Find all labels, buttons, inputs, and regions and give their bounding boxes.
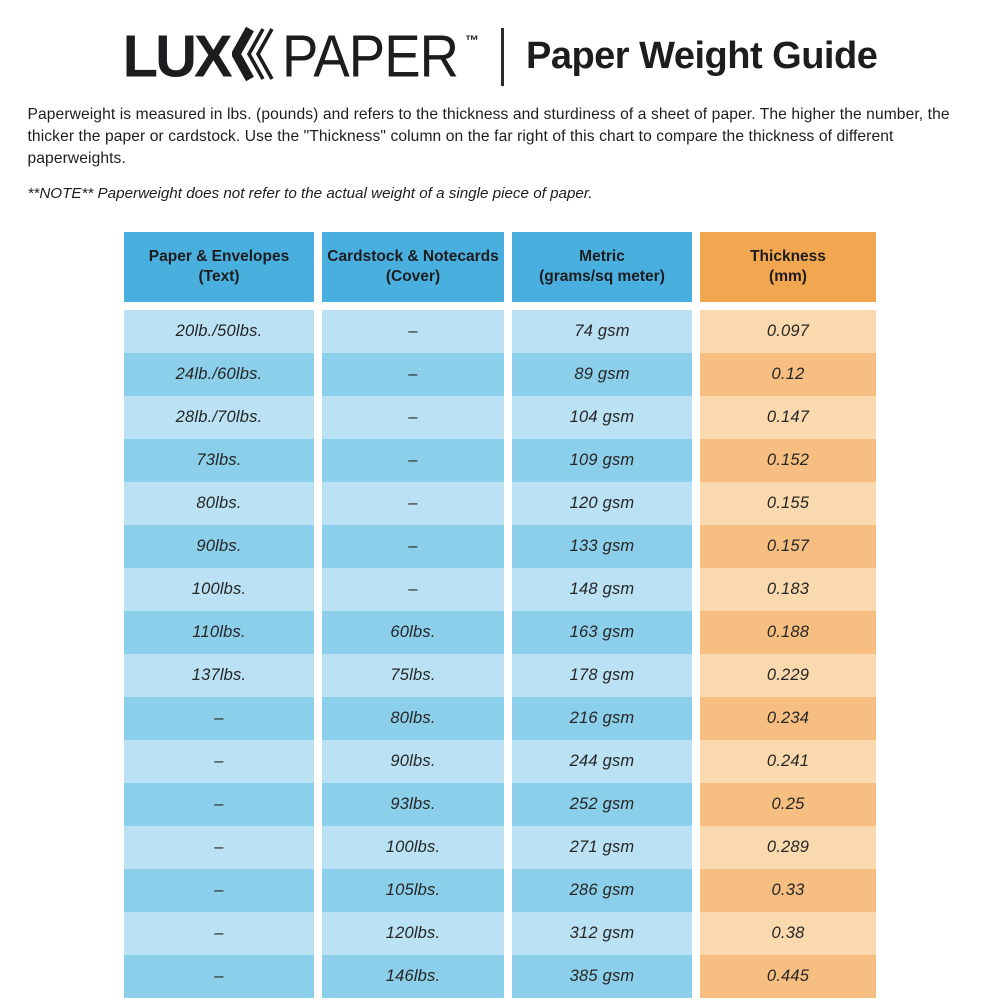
table-cell: 385 gsm: [512, 955, 692, 998]
table-cell: 120 gsm: [512, 482, 692, 525]
table-cell: 0.241: [700, 740, 876, 783]
page-title: Paper Weight Guide: [525, 35, 878, 77]
table-cell: 74 gsm: [512, 310, 692, 353]
table-cell: –: [322, 353, 504, 396]
table-cell: 0.147: [700, 396, 876, 439]
intro-paragraph: Paperweight is measured in lbs. (pounds) and refers to the thickness and sturdiness of a sheet of paper. The higher the number, the thicker the paper or cardstock. Use the "Thickness" column on the far right of this chart to compare the thickness of different paperweights.: [27, 106, 950, 168]
table-cell: 20lb./50lbs.: [124, 310, 314, 353]
table-cell: 216 gsm: [512, 697, 692, 740]
table-cell: 93lbs.: [322, 783, 504, 826]
table-cell: 244 gsm: [512, 740, 692, 783]
table-cell: 0.183: [700, 568, 876, 611]
column-header-line1: Paper & Envelopes: [148, 248, 290, 266]
table-cell: –: [124, 869, 314, 912]
table-cell: 0.229: [700, 654, 876, 697]
table-cell: 120lbs.: [322, 912, 504, 955]
table-cell: 0.289: [700, 826, 876, 869]
note-text: **NOTE** Paperweight does not refer to the actual weight of a single piece of paper.: [27, 185, 593, 203]
table-cell: 0.445: [700, 955, 876, 998]
table-cell: 252 gsm: [512, 783, 692, 826]
table-cell: –: [124, 955, 314, 998]
column-header-metric: [512, 232, 692, 302]
table-cell: 90lbs.: [124, 525, 314, 568]
table-cell: 0.234: [700, 697, 876, 740]
table-cell: 133 gsm: [512, 525, 692, 568]
trademark-symbol: ™: [464, 32, 479, 48]
column-header-paper-envelopes: [124, 232, 314, 302]
table-cell: –: [322, 439, 504, 482]
column-header-cardstock-notecards: [322, 232, 504, 302]
header-divider: [501, 28, 504, 86]
table-cell: 75lbs.: [322, 654, 504, 697]
table-cell: 104 gsm: [512, 396, 692, 439]
table-cell: 148 gsm: [512, 568, 692, 611]
table-header-row: [124, 232, 876, 302]
table-cell: 100lbs.: [322, 826, 504, 869]
table-cell: 0.152: [700, 439, 876, 482]
table-cell: 137lbs.: [124, 654, 314, 697]
table-cell: –: [322, 568, 504, 611]
lux-paper-logo: [122, 22, 479, 90]
table-cell: –: [322, 525, 504, 568]
table-cell: –: [124, 912, 314, 955]
table-cell: 80lbs.: [124, 482, 314, 525]
column-header-line2: (mm): [769, 268, 807, 286]
table-cell: 0.097: [700, 310, 876, 353]
table-cell: 100lbs.: [124, 568, 314, 611]
table-cell: 0.33: [700, 869, 876, 912]
table-cell: 163 gsm: [512, 611, 692, 654]
table-cell: 105lbs.: [322, 869, 504, 912]
table-cell: 109 gsm: [512, 439, 692, 482]
column-header-line1: Cardstock & Notecards: [327, 248, 499, 266]
column-header-line1: Metric: [579, 248, 625, 266]
table-cell: 178 gsm: [512, 654, 692, 697]
table-cell: 286 gsm: [512, 869, 692, 912]
table-cell: 312 gsm: [512, 912, 692, 955]
table-cell: –: [322, 482, 504, 525]
table-cell: 271 gsm: [512, 826, 692, 869]
table-cell: –: [322, 310, 504, 353]
column-header-line1: Thickness: [750, 248, 826, 266]
table-cell: 24lb./60lbs.: [124, 353, 314, 396]
table-cell: 146lbs.: [322, 955, 504, 998]
column-header-line2: (Text): [198, 268, 240, 286]
intro-section: [28, 104, 973, 202]
column-header-line2: (Cover): [385, 268, 441, 286]
table-cell: –: [124, 826, 314, 869]
column-header-line2: (grams/sq meter): [539, 268, 665, 286]
logo-paper-text: PAPER: [281, 22, 458, 90]
table-cell: –: [124, 783, 314, 826]
table-cell: 0.38: [700, 912, 876, 955]
table-cell: 73lbs.: [124, 439, 314, 482]
table-cell: 0.12: [700, 353, 876, 396]
column-header-thickness: [700, 232, 876, 302]
table-cell: 0.155: [700, 482, 876, 525]
table-cell: 89 gsm: [512, 353, 692, 396]
table-cell: 0.25: [700, 783, 876, 826]
table-cell: 110lbs.: [124, 611, 314, 654]
table-cell: 0.188: [700, 611, 876, 654]
table-cell: 28lb./70lbs.: [124, 396, 314, 439]
paper-weight-table: [124, 232, 876, 998]
table-cell: 60lbs.: [322, 611, 504, 654]
table-body: [124, 310, 876, 998]
table-cell: –: [322, 396, 504, 439]
page-header: [0, 0, 1000, 90]
logo-double-chevron-icon: [232, 26, 278, 87]
table-cell: –: [124, 697, 314, 740]
table-cell: 90lbs.: [322, 740, 504, 783]
table-cell: 0.157: [700, 525, 876, 568]
logo-lux-text: LUX: [122, 22, 230, 90]
table-cell: –: [124, 740, 314, 783]
table-cell: 80lbs.: [322, 697, 504, 740]
